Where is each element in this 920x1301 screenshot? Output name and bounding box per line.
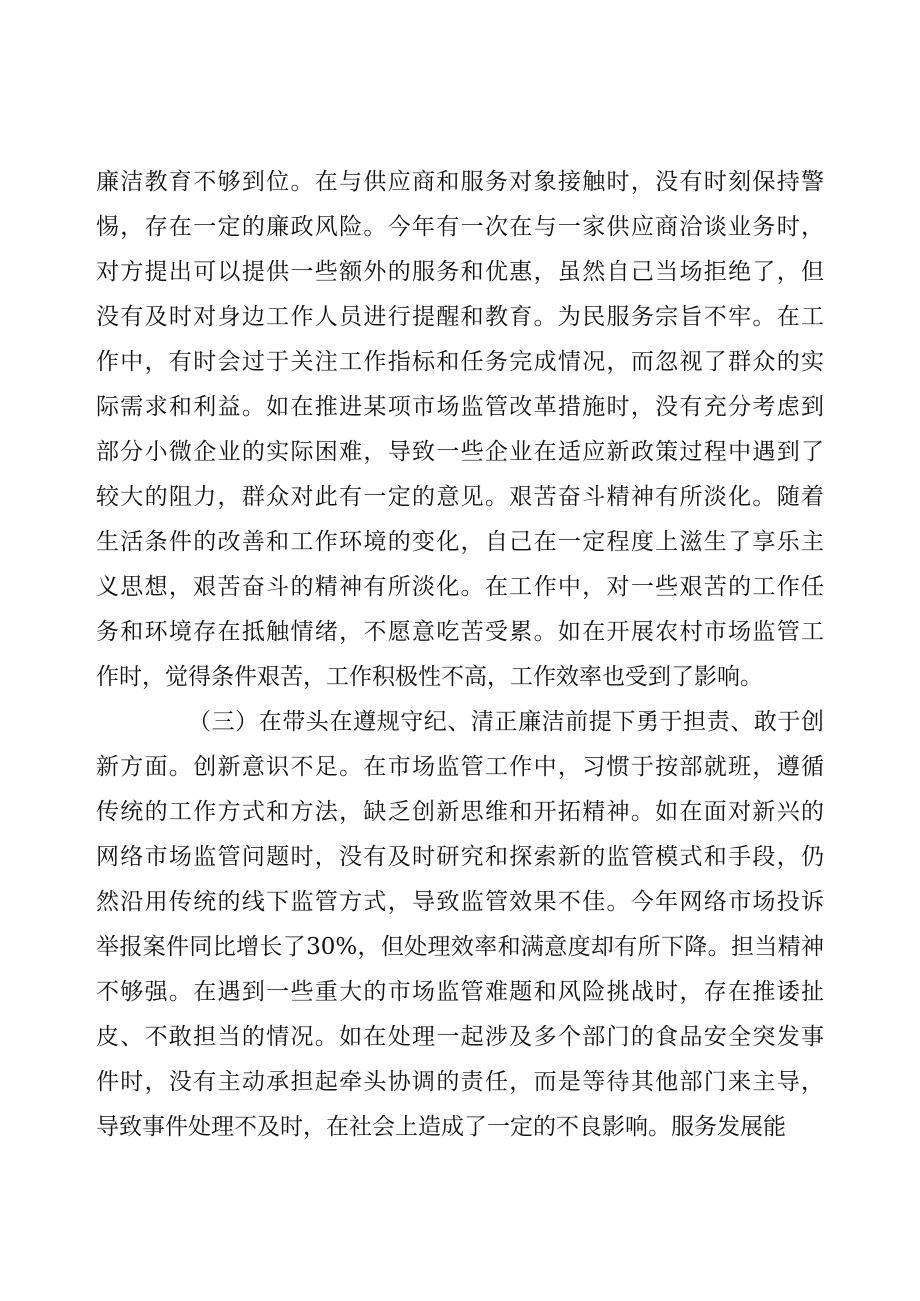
text-line: 传统的工作方式和方法，缺乏创新思维和开拓精神。如在面对新兴的 <box>96 799 824 825</box>
text-line: 义思想，艰苦奋斗的精神有所淡化。在工作中，对一些艰苦的工作任 <box>96 574 824 600</box>
text-line: 作时，觉得条件艰苦，工作积极性不高，工作效率也受到了影响。 <box>96 664 763 690</box>
text-line: 生活条件的改善和工作环境的变化，自己在一定程度上滋生了享乐主 <box>96 529 824 555</box>
text-line: 导致事件处理不及时，在社会上造成了一定的不良影响。服务发展能 <box>96 1114 786 1140</box>
text-line: 新方面。创新意识不足。在市场监管工作中，习惯于按部就班，遵循 <box>96 754 824 780</box>
text-line: 没有及时对身边工作人员进行提醒和教育。为民服务宗旨不牢。在工 <box>96 304 824 330</box>
text-line: 网络市场监管问题时，没有及时研究和探索新的监管模式和手段，仍 <box>96 844 824 870</box>
text-line: 举报案件同比增长了30%，但处理效率和满意度却有所下降。担当精神 <box>96 934 824 960</box>
text-line: 件时，没有主动承担起牵头协调的责任，而是等待其他部门来主导， <box>96 1069 824 1095</box>
text-line: 务和环境存在抵触情绪，不愿意吃苦受累。如在开展农村市场监管工 <box>96 619 824 645</box>
text-line: 惕，存在一定的廉政风险。今年有一次在与一家供应商洽谈业务时， <box>96 214 824 240</box>
section-heading-line: （三）在带头在遵规守纪、清正廉洁前提下勇于担责、敢于创 <box>188 709 824 735</box>
text-line: 不够强。在遇到一些重大的市场监管难题和风险挑战时，存在推诿扯 <box>96 979 824 1005</box>
text-line: 作中，有时会过于关注工作指标和任务完成情况，而忽视了群众的实 <box>96 349 824 375</box>
text-line: 然沿用传统的线下监管方式，导致监管效果不佳。今年网络市场投诉 <box>96 889 824 915</box>
text-line: 部分小微企业的实际困难，导致一些企业在适应新政策过程中遇到了 <box>96 439 824 465</box>
text-line: 廉洁教育不够到位。在与供应商和服务对象接触时，没有时刻保持警 <box>96 169 824 195</box>
text-line: 对方提出可以提供一些额外的服务和优惠，虽然自己当场拒绝了，但 <box>96 259 824 285</box>
text-line: 际需求和利益。如在推进某项市场监管改革措施时，没有充分考虑到 <box>96 394 824 420</box>
text-line: 较大的阻力，群众对此有一定的意见。艰苦奋斗精神有所淡化。随着 <box>96 484 824 510</box>
text-line: 皮、不敢担当的情况。如在处理一起涉及多个部门的食品安全突发事 <box>96 1024 824 1050</box>
